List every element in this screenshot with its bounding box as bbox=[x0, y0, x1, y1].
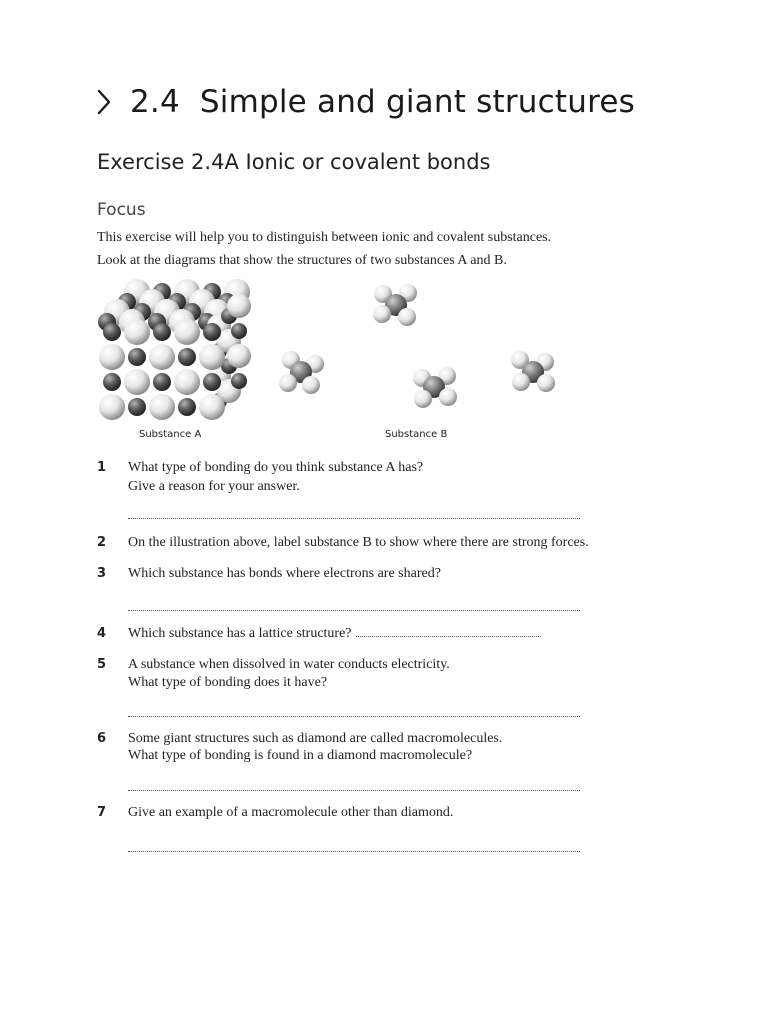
question-number: 6 bbox=[97, 731, 107, 746]
question-number: 4 bbox=[97, 626, 107, 641]
question-text: What type of bonding is found in a diamond macromolecule? bbox=[128, 748, 473, 763]
substance-a-label: Substance A bbox=[139, 429, 202, 440]
lattice-ion bbox=[231, 323, 247, 339]
lattice-ion bbox=[153, 373, 171, 391]
hydrogen-atom bbox=[306, 355, 324, 373]
hydrogen-atom bbox=[438, 367, 456, 385]
hydrogen-atom bbox=[511, 351, 529, 369]
focus-heading: Focus bbox=[97, 200, 146, 220]
lattice-ion bbox=[217, 379, 241, 403]
central-atom bbox=[423, 376, 445, 398]
substance-b-molecules bbox=[279, 284, 555, 408]
lattice-ion bbox=[224, 279, 250, 305]
lattice-ion bbox=[211, 393, 227, 409]
question-text: A substance when dissolved in water conducts electricity. bbox=[128, 657, 450, 672]
lattice-ion bbox=[227, 344, 251, 368]
lattice-ion bbox=[128, 348, 146, 366]
hydrogen-atom bbox=[537, 374, 555, 392]
lattice-ion bbox=[221, 308, 237, 324]
lattice-ion bbox=[98, 313, 116, 331]
question-text: Some giant structures such as diamond are called macromolecules. bbox=[128, 731, 503, 746]
lattice-ion bbox=[99, 394, 125, 420]
hydrogen-atom bbox=[536, 353, 554, 371]
hydrogen-atom bbox=[413, 369, 431, 387]
lattice-ion bbox=[217, 329, 241, 353]
lattice-ion bbox=[124, 279, 150, 305]
hydrogen-atom bbox=[399, 284, 417, 302]
lattice-ion bbox=[221, 358, 237, 374]
central-atom bbox=[290, 361, 312, 383]
lattice-ion bbox=[119, 309, 145, 335]
lattice-ion bbox=[174, 319, 200, 345]
lattice-ion bbox=[169, 309, 195, 335]
hydrogen-atom bbox=[512, 373, 530, 391]
answer-line-4[interactable] bbox=[356, 636, 541, 637]
question-text: On the illustration above, label substance B to show where there are strong forces. bbox=[128, 535, 589, 550]
hydrogen-atom bbox=[374, 285, 392, 303]
answer-line-5[interactable] bbox=[128, 716, 580, 717]
structures-figure bbox=[0, 0, 768, 450]
lattice-ion bbox=[168, 293, 186, 311]
lattice-ion bbox=[174, 279, 200, 305]
substance-b-label: Substance B bbox=[385, 429, 448, 440]
hydrogen-atom bbox=[414, 390, 432, 408]
lattice-ion bbox=[103, 323, 121, 341]
question-number: 1 bbox=[97, 460, 107, 475]
hydrogen-atom bbox=[439, 388, 457, 406]
lattice-ion bbox=[189, 289, 215, 315]
question-text: Give a reason for your answer. bbox=[128, 479, 300, 494]
lattice-ion bbox=[207, 364, 231, 388]
lattice-ion bbox=[203, 283, 221, 301]
lattice-ion bbox=[148, 313, 166, 331]
lattice-ion bbox=[124, 369, 150, 395]
lattice-ion bbox=[174, 369, 200, 395]
hydrogen-atom bbox=[398, 308, 416, 326]
section-heading bbox=[94, 84, 635, 120]
lattice-ion bbox=[124, 319, 150, 345]
lattice-ion bbox=[133, 303, 151, 321]
hydrogen-atom bbox=[279, 374, 297, 392]
lattice-ion bbox=[204, 299, 230, 325]
lattice-ion bbox=[207, 314, 231, 338]
answer-line-3[interactable] bbox=[128, 610, 580, 611]
answer-line-6[interactable] bbox=[128, 790, 580, 791]
section-title: Simple and giant structures bbox=[199, 84, 635, 120]
lattice-ion bbox=[149, 344, 175, 370]
hydrogen-atom bbox=[302, 376, 320, 394]
lattice-ion bbox=[128, 398, 146, 416]
answer-line-7[interactable] bbox=[128, 851, 580, 852]
question-text: What type of bonding does it have? bbox=[128, 675, 328, 690]
central-atom bbox=[522, 361, 544, 383]
question-text: Which substance has a lattice structure? bbox=[128, 626, 352, 641]
chevron-right-icon bbox=[94, 85, 116, 119]
lattice-ion bbox=[203, 323, 221, 341]
lattice-ion bbox=[203, 373, 221, 391]
lattice-ion bbox=[99, 344, 125, 370]
question-number: 3 bbox=[97, 566, 107, 581]
lattice-ion bbox=[211, 343, 227, 359]
lattice-ion bbox=[198, 313, 216, 331]
lattice-ion bbox=[118, 293, 136, 311]
lattice-ion bbox=[139, 289, 165, 315]
intro-line-1: This exercise will help you to distinguish between ionic and covalent substances. bbox=[97, 230, 552, 245]
lattice-ion bbox=[154, 299, 180, 325]
hydrogen-atom bbox=[373, 305, 391, 323]
question-number: 5 bbox=[97, 657, 107, 672]
exercise-title: Exercise 2.4A Ionic or covalent bonds bbox=[97, 150, 491, 174]
hydrogen-atom bbox=[282, 351, 300, 369]
question-text: Which substance has bonds where electrons are shared? bbox=[128, 566, 441, 581]
lattice-ion bbox=[153, 283, 171, 301]
intro-line-2: Look at the diagrams that show the structures of two substances A and B. bbox=[97, 253, 507, 268]
question-number: 7 bbox=[97, 805, 107, 820]
central-atom bbox=[385, 294, 407, 316]
lattice-ion bbox=[103, 373, 121, 391]
lattice-ion bbox=[149, 394, 175, 420]
lattice-ion bbox=[231, 373, 247, 389]
section-number: 2.4 bbox=[130, 84, 180, 120]
question-number: 2 bbox=[97, 535, 107, 550]
question-text: Give an example of a macromolecule other than diamond. bbox=[128, 805, 454, 820]
substance-a-lattice bbox=[98, 279, 251, 420]
lattice-ion bbox=[178, 348, 196, 366]
lattice-ion bbox=[199, 344, 225, 370]
lattice-ion bbox=[104, 299, 130, 325]
lattice-ion bbox=[178, 398, 196, 416]
lattice-ion bbox=[153, 323, 171, 341]
lattice-ion bbox=[227, 294, 251, 318]
lattice-ion bbox=[199, 394, 225, 420]
question-text: What type of bonding do you think substance A has? bbox=[128, 460, 424, 475]
lattice-ion bbox=[218, 293, 236, 311]
answer-line-1[interactable] bbox=[128, 518, 580, 519]
lattice-ion bbox=[183, 303, 201, 321]
